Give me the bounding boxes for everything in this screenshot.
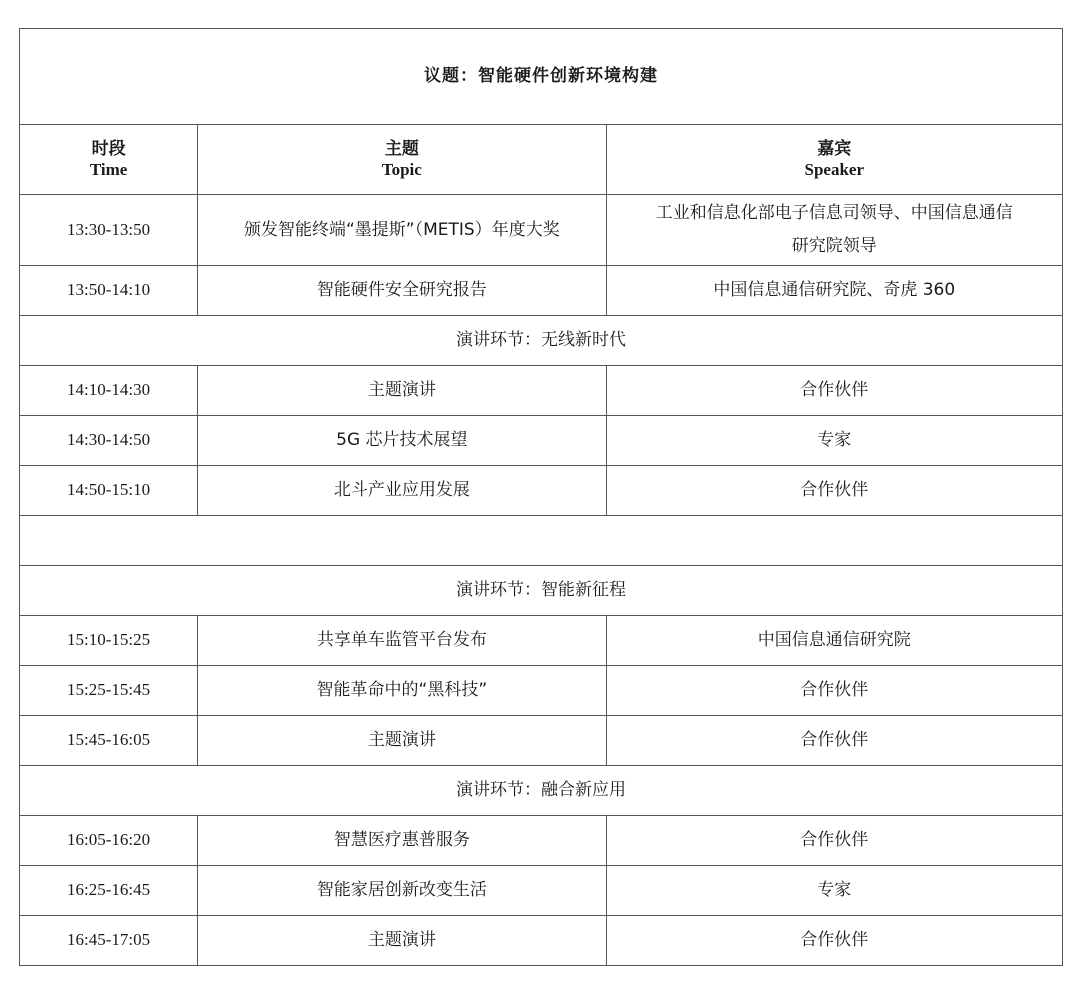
topic-cell: 主题演讲 bbox=[198, 916, 606, 966]
topic-cell: 主题演讲 bbox=[198, 716, 606, 766]
header-speaker-en: Speaker bbox=[804, 159, 865, 179]
topic-cell: 颁发智能终端“墨提斯”（METIS）年度大奖 bbox=[198, 195, 606, 266]
header-time-en: Time bbox=[89, 159, 128, 179]
table-row bbox=[20, 716, 1063, 766]
table-row bbox=[20, 916, 1063, 966]
time-cell: 15:10-15:25 bbox=[20, 616, 198, 666]
table-row bbox=[20, 666, 1063, 716]
table-row bbox=[20, 466, 1063, 516]
header-topic-cn: 主题 bbox=[384, 139, 419, 160]
time-cell: 15:45-16:05 bbox=[20, 716, 198, 766]
header-time bbox=[20, 125, 198, 195]
table-row bbox=[20, 816, 1063, 866]
time-cell: 16:05-16:20 bbox=[20, 816, 198, 866]
agenda-title: 议题：智能硬件创新环境构建 bbox=[20, 29, 1063, 125]
table-row bbox=[20, 266, 1063, 316]
empty-row bbox=[20, 516, 1063, 566]
header-topic-en: Topic bbox=[381, 159, 422, 179]
section-title: 演讲环节：智能新征程 bbox=[20, 566, 1063, 616]
speaker-cell: 合作伙伴 bbox=[606, 466, 1062, 516]
time-cell: 14:10-14:30 bbox=[20, 366, 198, 416]
speaker-cell: 中国信息通信研究院、奇虎 360 bbox=[606, 266, 1062, 316]
table-row bbox=[20, 866, 1063, 916]
speaker-cell: 合作伙伴 bbox=[606, 816, 1062, 866]
topic-cell: 主题演讲 bbox=[198, 366, 606, 416]
speaker-cell: 合作伙伴 bbox=[606, 916, 1062, 966]
speaker-cell: 中国信息通信研究院 bbox=[606, 616, 1062, 666]
topic-cell: 北斗产业应用发展 bbox=[198, 466, 606, 516]
topic-cell: 智能革命中的“黑科技” bbox=[198, 666, 606, 716]
speaker-line: 研究院领导 bbox=[791, 236, 877, 256]
time-cell: 14:30-14:50 bbox=[20, 416, 198, 466]
time-cell: 13:30-13:50 bbox=[20, 195, 198, 266]
topic-cell: 智能家居创新改变生活 bbox=[198, 866, 606, 916]
speaker-cell: 合作伙伴 bbox=[606, 366, 1062, 416]
speaker-cell: 合作伙伴 bbox=[606, 716, 1062, 766]
speaker-cell bbox=[606, 195, 1062, 266]
header-topic bbox=[198, 125, 606, 195]
speaker-cell: 合作伙伴 bbox=[606, 666, 1062, 716]
section-row bbox=[20, 566, 1063, 616]
table-row bbox=[20, 366, 1063, 416]
table-row bbox=[20, 616, 1063, 666]
section-title: 演讲环节：无线新时代 bbox=[20, 316, 1063, 366]
topic-cell: 共享单车监管平台发布 bbox=[198, 616, 606, 666]
header-speaker bbox=[606, 125, 1062, 195]
table-row bbox=[20, 195, 1063, 266]
header-speaker-cn: 嘉宾 bbox=[817, 139, 852, 160]
section-row bbox=[20, 766, 1063, 816]
section-row bbox=[20, 316, 1063, 366]
section-title: 演讲环节：融合新应用 bbox=[20, 766, 1063, 816]
agenda-table bbox=[19, 28, 1063, 966]
time-cell: 16:45-17:05 bbox=[20, 916, 198, 966]
topic-cell: 智能硬件安全研究报告 bbox=[198, 266, 606, 316]
title-row bbox=[20, 29, 1063, 125]
time-cell: 13:50-14:10 bbox=[20, 266, 198, 316]
speaker-cell: 专家 bbox=[606, 866, 1062, 916]
time-cell: 14:50-15:10 bbox=[20, 466, 198, 516]
topic-cell: 5G 芯片技术展望 bbox=[198, 416, 606, 466]
header-row bbox=[20, 125, 1063, 195]
empty-cell bbox=[20, 516, 1063, 566]
header-time-cn: 时段 bbox=[91, 139, 126, 160]
topic-cell: 智慧医疗惠普服务 bbox=[198, 816, 606, 866]
time-cell: 16:25-16:45 bbox=[20, 866, 198, 916]
speaker-line: 工业和信息化部电子信息司领导、中国信息通信 bbox=[655, 203, 1013, 223]
table-row bbox=[20, 416, 1063, 466]
speaker-cell: 专家 bbox=[606, 416, 1062, 466]
time-cell: 15:25-15:45 bbox=[20, 666, 198, 716]
